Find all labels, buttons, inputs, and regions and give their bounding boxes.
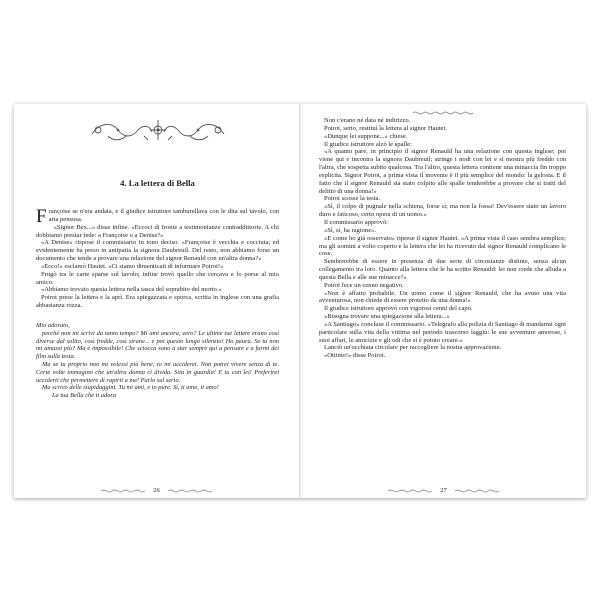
wavy-rule-icon — [455, 489, 499, 493]
paragraph: «Abbiamo trovato questa lettera nella tasca del soprabito del morto.» — [41, 286, 222, 294]
page-number: 26 — [153, 487, 160, 494]
paragraph: Françoise se n'era andata, e il giudice istruttore tamburellava con le dita sul tavolo, con aria pensosa. — [36, 206, 279, 227]
letter-paragraph: Ma scrivo delle stupidaggini. Tu mi ami, e io pure. Sì, ti amo, ti amo! — [42, 384, 219, 392]
paragraph: «Sì, sì, ha ragione». — [324, 226, 377, 234]
wavy-rule-icon — [388, 489, 432, 493]
paragraph: «Ottimo!» disse Poirot. — [324, 352, 386, 360]
wavy-rule-icon — [168, 489, 212, 493]
paragraph: Il giudice istruttore approvò con vigorosi cenni del capo. — [324, 305, 473, 313]
paragraph: «E come ho già osservato» riprese il signor Hautet. «A prima vista il caso sembra semplice; ma gli uomini a volto coperto e la lettera che lei ha ricevuto dal signor Renauld complicano le cose. — [319, 234, 566, 258]
letter-paragraph: Ma se tu proprio non mi volessi più bene, io mi ucciderei. Non potrei vivere senza di te. Certe volte immagino che un'altra donna ci divida. Stia in guardia! E tu con lei! Preferirei ucciderti che permettere di rapirti a me! Parlo sul serio. — [36, 360, 279, 384]
right-page — [301, 104, 586, 498]
paragraph: Il giudice istruttore alzò le spalle: — [324, 140, 412, 148]
paragraph: «A Denise» rispose il commissario in tono deciso. «Françoise è vecchia e cocciuta; ed evidentemente ha preso in antipatia la signora Daubreuil. Del resto, non abbiamo forse un documento che tende a provare una relazione del signor Renauld con un'altra donna?» — [36, 239, 279, 263]
wavy-rule-icon — [413, 111, 473, 115]
paragraph: Sembrerebbe di essere in presenza di due serie di circostanze distinte, senza alcun collegamento tra loro. Quanto alla lettera che le ha scritto Renauld: lei non crede che alluda a questa Bella e alle sue minacce?» — [319, 258, 566, 281]
page-number: 27 — [440, 487, 447, 494]
letter-signature: La tua Bella che ti adora — [52, 392, 117, 400]
wavy-rule-icon — [101, 489, 145, 493]
letter-salutation: Mio adorato, — [36, 321, 70, 329]
paragraph: «Non è affatto probabile. Un uomo come il signor Renauld, che ha avuto una vita avventurosa, non chiede di essere protetto da una donna!» — [319, 289, 566, 305]
paragraph: Frugò tra le carte sparse sul tavolo; infine trovò quello che cercava e lo porse al mio amico. — [36, 270, 279, 286]
drop-cap: F — [36, 206, 47, 227]
left-page — [14, 104, 299, 498]
paragraph: «A quanto pare, in principio il signor Renauld ha una relazione con questa inglese; poi viene qui e incontra la signora Daubreuil; stringe i nodi con lei e si mostra più freddo con l'altra, che sospetta subito qualcosa. Tra l'altro, questa lettera contiene una minaccia fin troppo esplicita. Signor Poirot, a prima vista il movente è il più semplice del mondo: la gelosia. E il fatto che il signor Renauld sia stato colpito alle spalle tenderebbe a provare che si tratti del delitto di una donna!» — [319, 148, 566, 195]
paragraph: Poirot scosse la testa. — [324, 195, 381, 203]
letter-paragraph: perché non mi scrivi da tanto tempo? Mi ami ancora, vero? Le ultime tue lettere erano così diverse dal solito, così fredde, così strane... e poi questo lungo silenzio! Ho paura. Se tu non mi amassi più? Ma è impossibile! Che sciocca sono a star sempre qui a pensare e a farmi dei film sulla testa. — [36, 329, 279, 361]
paragraph: «Bisogna trovare una spiegazione alla lettera...» — [324, 313, 450, 321]
paragraph: Il commissario approvò: — [324, 218, 389, 226]
page-footer — [301, 487, 586, 494]
paragraph: «Ecco!» esclamò Hautet. «Ci siamo dimenticati di informare Poirot!» — [41, 262, 224, 270]
paragraph: Poirot, serio, restituì la lettera al signor Hautet. — [324, 124, 447, 132]
paragraph: «Signor Bex...» disse infine. «Eccoci di fronte a testimonianze contraddittorie. A chi dobbiamo prestar fede: a Françoise o a Denise?» — [36, 223, 279, 239]
page-footer — [14, 487, 299, 494]
book-spread — [14, 104, 586, 498]
paragraph: «Dunque lei suppone...» chiese. — [324, 132, 408, 140]
paragraph: Lanciò un'occhiata circolare per raccogliere la nostra approvazione. — [324, 344, 502, 352]
paragraph: «A Santiago» concluse il commissario. «Telegrafo alla polizia di Santiago di mandarmi ogni particolare sulla vita della vittima nel periodo trascorso laggiù: le sue avventure amorose, i suoi affari, le amicizie e gli odi che si è potuto creare.» — [319, 320, 566, 344]
paragraph: Poirot fece un cenno negativo. — [324, 281, 404, 289]
floral-ornament-icon — [88, 116, 228, 144]
chapter-title: 4. La lettera di Bella — [120, 178, 195, 188]
paragraph: Poirot prese la lettera e la aprì. Era spiegazzata e sporca, scritta in inglese con una grafia abbastanza rozza. — [36, 294, 279, 310]
paragraph: «Sì, il colpo di pugnale nella schiena, forse sì; ma non la fossa! Dev'essere stato un lavoro duro e faticoso, certo opera di un uomo.» — [319, 203, 566, 219]
paragraph: Non c'erano né data né indirizzo. — [324, 117, 411, 124]
